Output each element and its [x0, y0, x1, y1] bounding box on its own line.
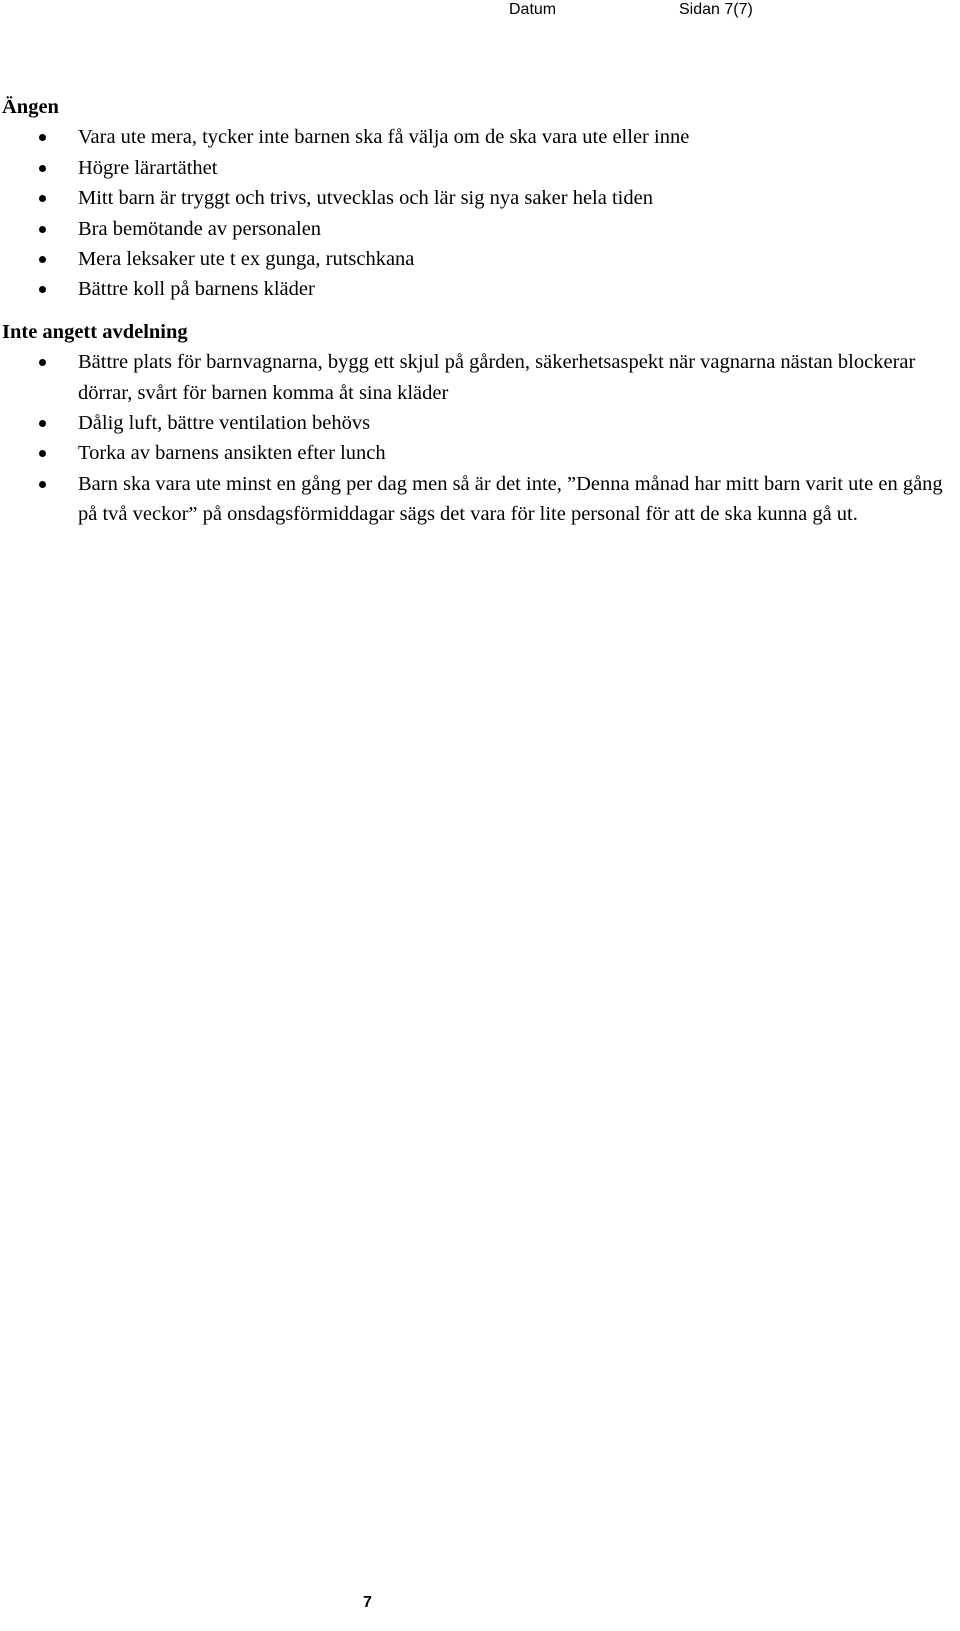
bullet-icon: [39, 134, 46, 141]
list-item: [2, 122, 960, 152]
bullet-icon: [39, 226, 46, 233]
bullet-icon: [39, 256, 46, 263]
list-item: [2, 244, 960, 274]
list-item: [2, 469, 960, 530]
list-item-text: Bra bemötande av personalen: [78, 217, 322, 240]
section-heading-angen: Ängen: [2, 96, 59, 118]
list-item-text: Dålig luft, bättre ventilation behövs: [78, 412, 371, 435]
list-item-text: Vara ute mera, tycker inte barnen ska få välja om de ska vara ute eller inne: [78, 126, 690, 149]
bullet-icon: [39, 286, 46, 293]
bullet-list-angen: [2, 122, 960, 304]
list-item-text: Mera leksaker ute t ex gunga, rutschkana: [78, 248, 415, 271]
list-item: [2, 183, 960, 213]
list-item-text: Bättre plats för barnvagnarna, bygg ett skjul på gården, säkerhetsaspekt när vagnarna nästan blockerar dörrar, svårt för barnen komma åt sina kläder: [78, 351, 916, 404]
list-item: [2, 408, 960, 438]
header-page-indicator: Sidan 7(7): [679, 1, 753, 18]
list-item: [2, 153, 960, 183]
list-item: [2, 214, 960, 244]
section-heading-inte-angett: Inte angett avdelning: [2, 320, 188, 343]
document-body: [2, 92, 960, 530]
bullet-icon: [39, 420, 46, 427]
header-date: Datum: [509, 1, 557, 18]
bullet-icon: [39, 481, 46, 488]
list-item-text: Mitt barn är tryggt och trivs, utvecklas och lär sig nya saker hela tiden: [78, 187, 653, 210]
list-item-text: Högre lärartäthet: [78, 156, 218, 179]
list-item-text: Torka av barnens ansikten efter lunch: [78, 442, 386, 465]
page-number: 7: [363, 1594, 372, 1611]
bullet-icon: [39, 359, 46, 366]
bullet-list-inte-angett: [2, 347, 960, 529]
bullet-icon: [39, 165, 46, 172]
bullet-icon: [39, 450, 46, 457]
page-header: [509, 0, 960, 24]
list-item-text: Bättre koll på barnens kläder: [78, 278, 315, 301]
list-item-text: Barn ska vara ute minst en gång per dag men så är det inte, ”Denna månad har mitt barn varit ute en gång på två veckor” på onsdagsförmiddagar sägs det vara för lite personal för att de ska kunna gå ut.: [78, 472, 943, 526]
list-item: [2, 438, 960, 468]
bullet-icon: [39, 195, 46, 202]
list-item: [2, 274, 960, 304]
list-item: [2, 347, 960, 408]
